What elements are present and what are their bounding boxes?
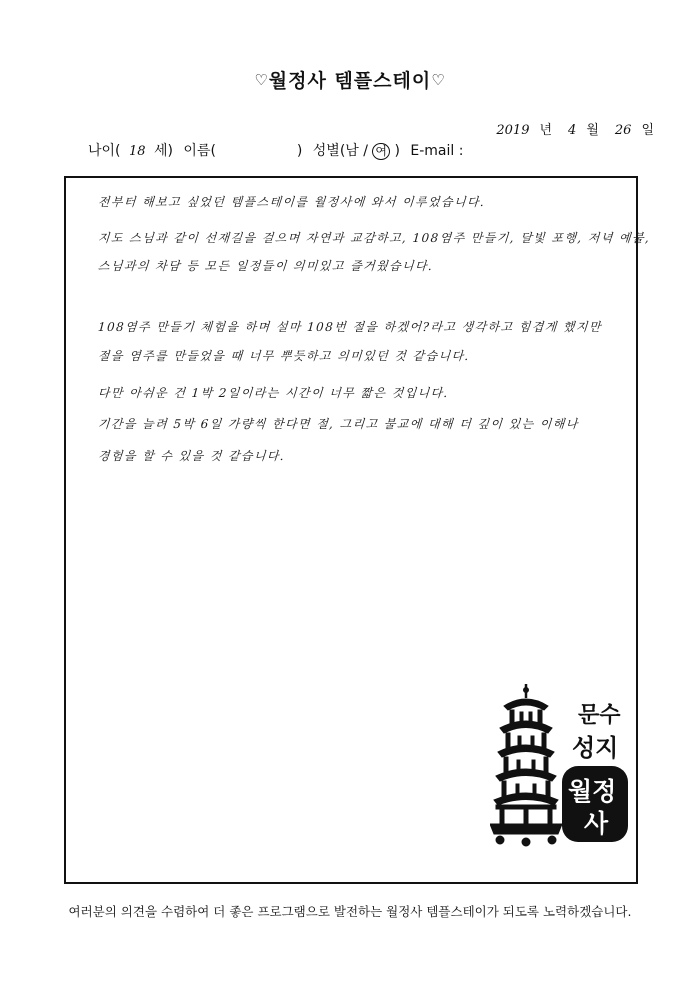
feedback-line: 스님과의 차담 등 모든 일정들이 의미있고 즐거웠습니다. <box>97 259 434 273</box>
name-label: 이름( <box>183 143 216 159</box>
feedback-line: 108염주 만들기 체험을 하며 설마 108번 절을 하겠어?라고 생각하고 힘겹게 했지만 <box>97 320 603 334</box>
age-label: 나이( <box>88 143 121 159</box>
info-fields <box>88 140 463 160</box>
date-day-label: 일 <box>641 123 654 138</box>
date-day: 26 <box>614 123 632 138</box>
seal-text-line1: 문수 <box>578 703 621 728</box>
name-suffix: ) <box>296 143 303 159</box>
age-suffix: 세) <box>153 143 173 159</box>
feedback-line: 기간을 늘려 5박 6일 가량씩 한다면 절, 그리고 불교에 대해 더 깊이 있는 이해나 <box>97 417 580 431</box>
page-title <box>0 66 700 93</box>
seal-text-line2: 성지 <box>572 734 619 762</box>
gender-female-selected[interactable]: 여 <box>372 143 390 160</box>
feedback-line: 다만 아쉬운 건 1박 2일이라는 시간이 너무 짧은 것입니다. <box>97 386 450 400</box>
date-year-label: 년 <box>539 123 553 138</box>
email-label: E-mail : <box>410 143 464 159</box>
feedback-line: 경험을 할 수 있을 것 같습니다. <box>97 449 286 463</box>
feedback-line: 절을 염주를 만들었을 때 너무 뿌듯하고 의미있던 것 같습니다. <box>97 349 471 363</box>
date-year: 2019 <box>496 123 530 138</box>
heart-left-icon: ♡ <box>254 71 269 89</box>
seal-text-line3: 월정 <box>568 777 617 806</box>
date-line <box>496 119 654 138</box>
pagoda-icon <box>490 684 562 846</box>
gender-label: 성별(남 / <box>312 143 368 159</box>
footer-note: 여러분의 의견을 수렴하여 더 좋은 프로그램으로 발전하는 월정사 템플스테이가 되도록 노력하겠습니다. <box>68 904 632 919</box>
age-value[interactable]: 18 <box>128 144 146 159</box>
heart-right-icon: ♡ <box>431 71 446 89</box>
date-month-label: 월 <box>586 123 599 138</box>
seal-text-line4: 사 <box>584 809 609 838</box>
temple-seal <box>490 684 630 859</box>
feedback-line: 지도 스님과 같이 선재길을 걸으며 자연과 교감하고, 108염주 만들기, 달빛 포행, 저녁 예불, <box>97 231 651 245</box>
title-text: 월정사 템플스테이 <box>268 70 432 92</box>
date-month: 4 <box>568 123 577 138</box>
gender-suffix: ) <box>394 143 400 159</box>
feedback-line: 전부터 해보고 싶었던 템플스테이를 월정사에 와서 이루었습니다. <box>97 195 486 209</box>
